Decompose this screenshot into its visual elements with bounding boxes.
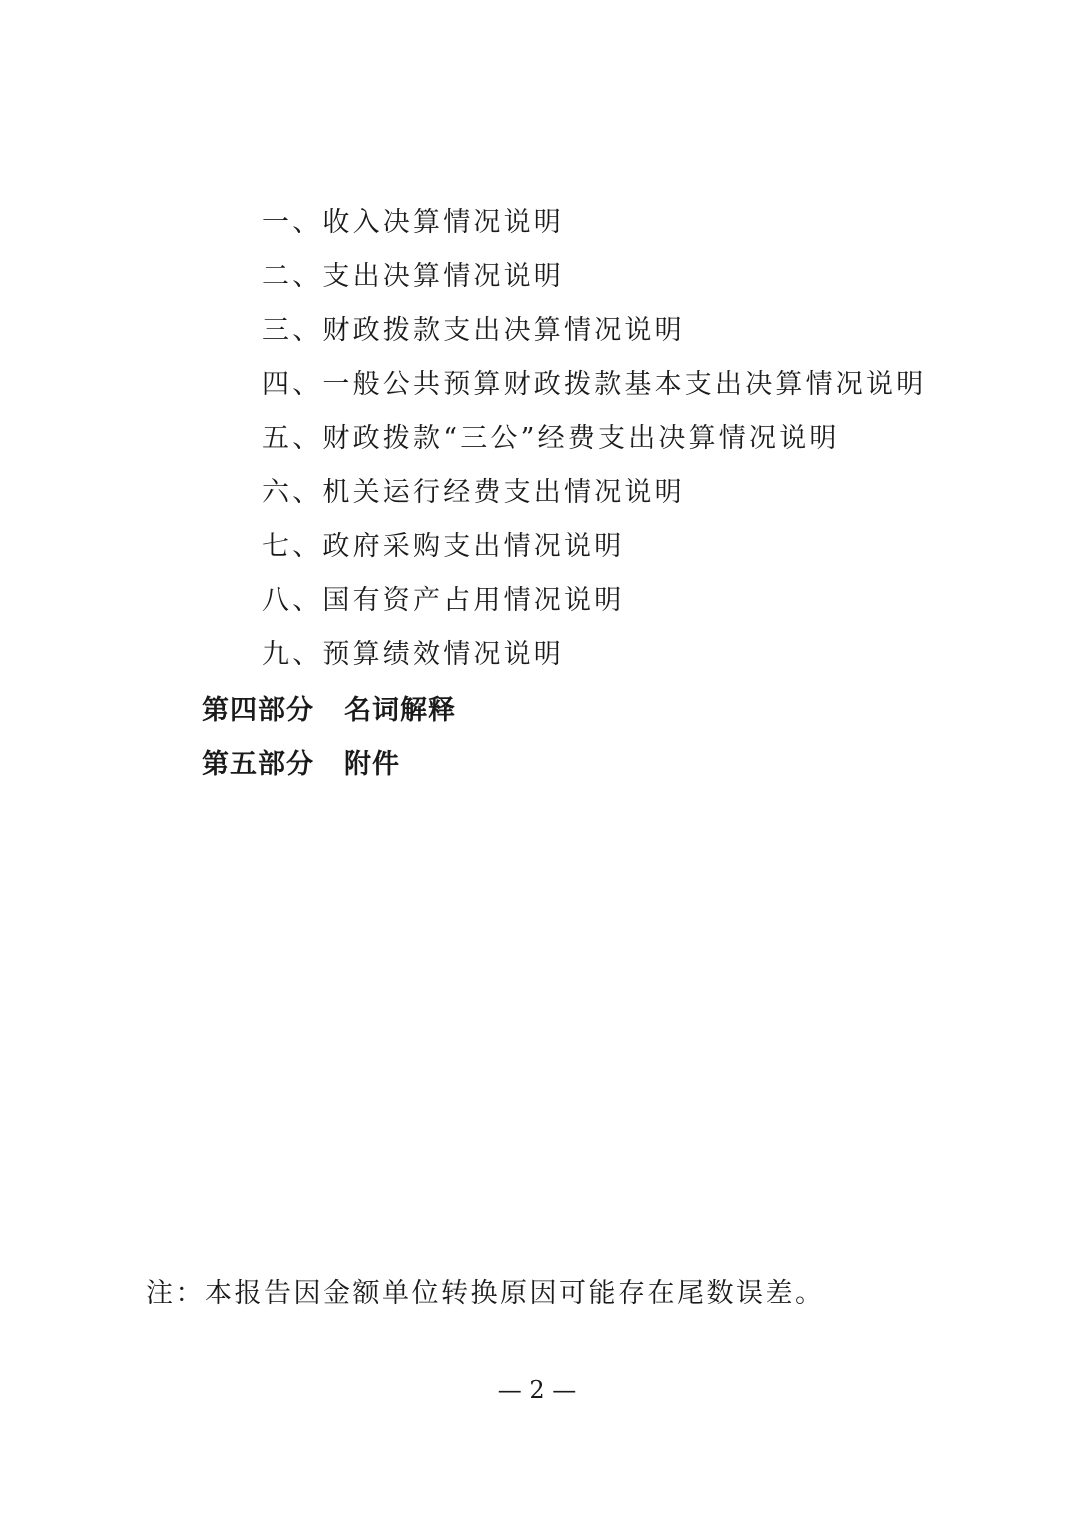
part-name: 名词解释 <box>344 695 456 726</box>
toc-item-5: 五、财政拨款“三公”经费支出决算情况说明 <box>262 423 840 454</box>
toc-item-3: 三、财政拨款支出决算情况说明 <box>262 315 685 346</box>
toc-item-9: 九、预算绩效情况说明 <box>262 639 564 670</box>
toc-item-6: 六、机关运行经费支出情况说明 <box>262 477 685 508</box>
part-name: 附件 <box>344 749 400 780</box>
toc-item-2: 二、支出决算情况说明 <box>262 261 564 292</box>
toc-item-7: 七、政府采购支出情况说明 <box>262 531 625 562</box>
part-label: 第五部分 <box>202 749 314 780</box>
part-label: 第四部分 <box>202 695 314 726</box>
toc-item-8: 八、国有资产占用情况说明 <box>262 585 625 616</box>
part-heading-5 <box>202 751 400 778</box>
toc-item-4: 四、一般公共预算财政拨款基本支出决算情况说明 <box>262 369 927 400</box>
footnote: 注：本报告因金额单位转换原因可能存在尾数误差。 <box>146 1278 825 1309</box>
toc-item-1: 一、收入决算情况说明 <box>262 207 564 238</box>
part-heading-4 <box>202 697 456 724</box>
page-number: — 2 — <box>497 1376 577 1404</box>
